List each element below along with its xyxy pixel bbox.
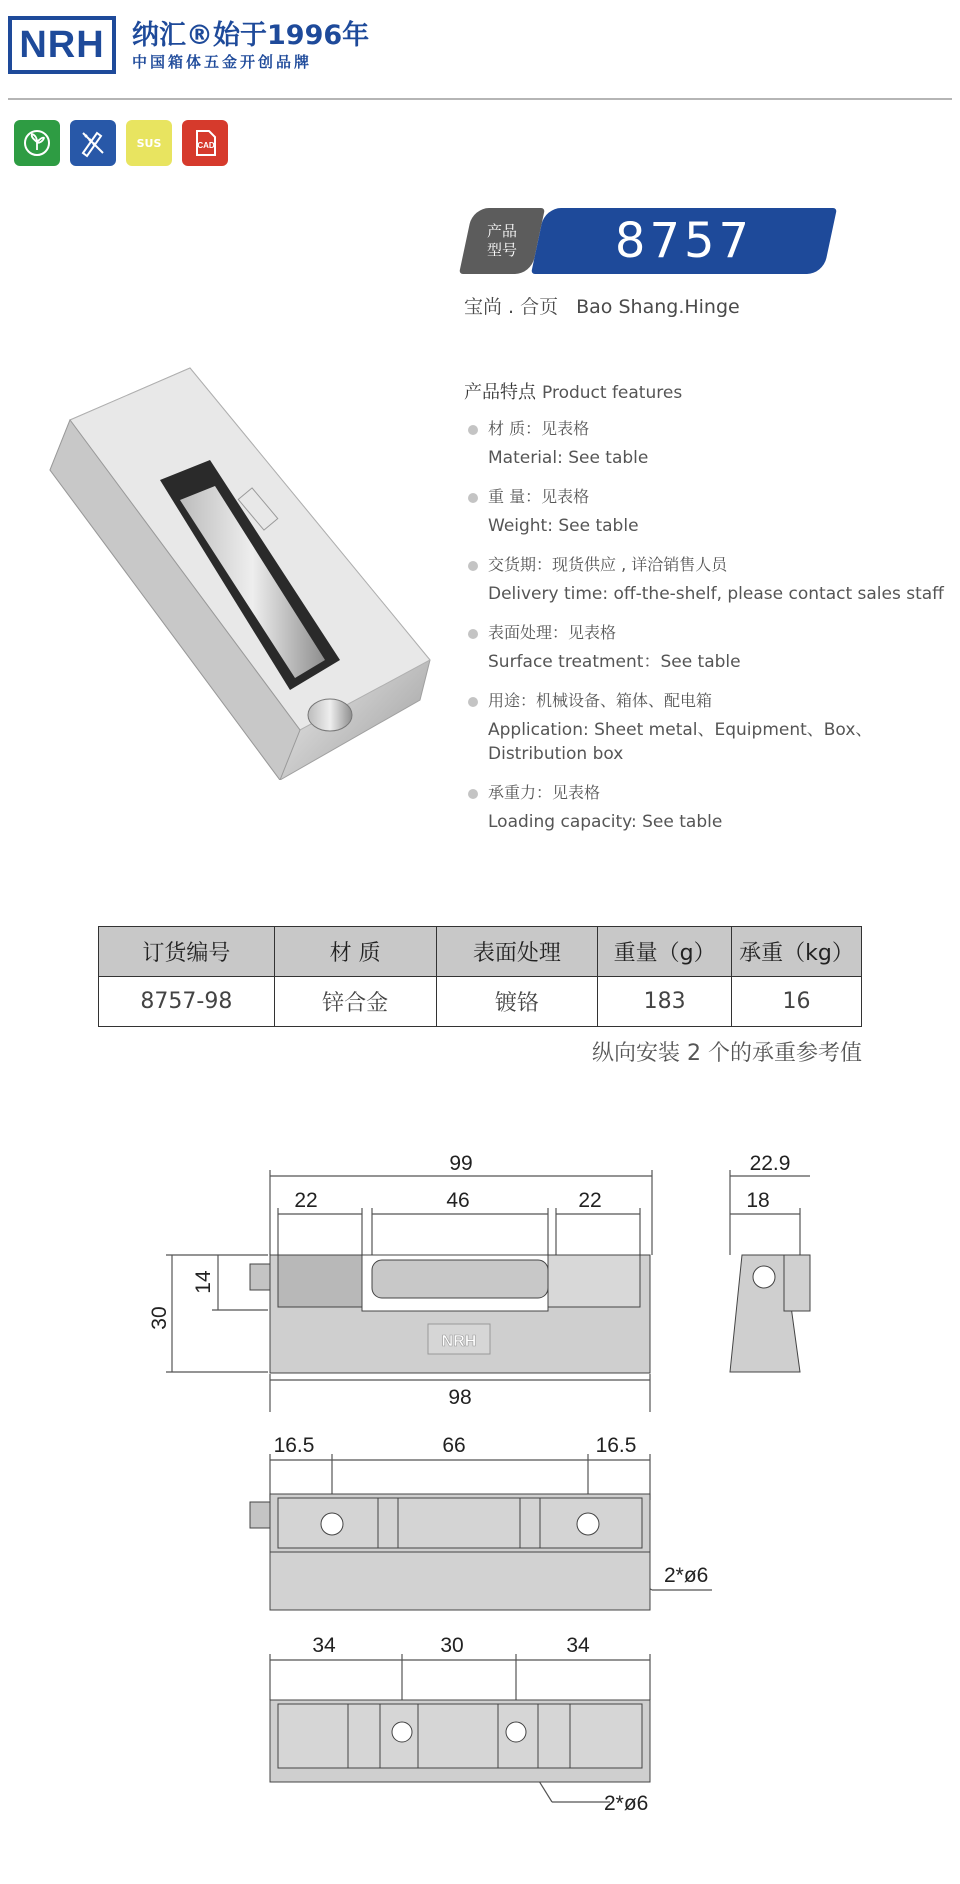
cell-weight: 183 <box>598 977 732 1027</box>
table-note: 纵向安装 2 个的承重参考值 <box>592 1041 862 1066</box>
th-load: 承重（kg） <box>732 927 862 977</box>
model-number: 8757 <box>614 213 754 269</box>
bullet-dot-icon <box>468 629 478 639</box>
bullet-dot-icon <box>468 425 478 435</box>
product-features <box>464 378 954 848</box>
table-header-row <box>99 927 862 977</box>
dim-front-middle: 46 <box>446 1189 470 1212</box>
table-row <box>99 977 862 1027</box>
dim-top-middle: 66 <box>442 1434 466 1457</box>
cell-order-no: 8757-98 <box>99 977 275 1027</box>
certification-badges <box>14 120 228 166</box>
bullet-dot-icon <box>468 789 478 799</box>
th-surface: 表面处理 <box>436 927 598 977</box>
dim-front-base: 98 <box>448 1386 472 1409</box>
cad-file-icon <box>182 120 228 166</box>
th-weight: 重量（g） <box>598 927 732 977</box>
dim-bottom-left: 34 <box>312 1634 336 1657</box>
product-name-zh: 宝尚 . 合页 <box>464 296 559 318</box>
cad-badge-label: CAD <box>197 141 215 150</box>
product-name-en: Bao Shang.Hinge <box>576 296 740 318</box>
th-material: 材 质 <box>274 927 436 977</box>
spec-table <box>98 926 862 1027</box>
dim-top-right: 16.5 <box>595 1434 637 1457</box>
design-tools-icon <box>70 120 116 166</box>
dim-front-height: 30 <box>148 1306 171 1330</box>
brand-block <box>132 20 369 72</box>
cell-material: 锌合金 <box>274 977 436 1027</box>
brand-slogan: 纳汇®始于1996年 <box>132 20 370 51</box>
dim-bottom-right: 34 <box>566 1634 590 1657</box>
eco-leaf-icon <box>14 120 60 166</box>
pin-end-shape <box>250 1264 272 1290</box>
brand-logo: NRH <box>8 16 116 74</box>
bullet-dot-icon <box>468 561 478 571</box>
feature-material: 材 质：见表格 Material: See table <box>464 416 954 470</box>
bullet-dot-icon <box>468 493 478 503</box>
brand-subtitle: 中国箱体五金开创品牌 <box>132 53 313 71</box>
product-name <box>464 292 740 319</box>
dim-front-overall: 99 <box>449 1152 473 1175</box>
dim-top-holes: 2*ø6 <box>664 1564 709 1587</box>
model-tag-label: 产品 型号 <box>486 222 517 259</box>
feature-surface: 表面处理：见表格 Surface treatment：See table <box>464 620 954 674</box>
dim-side-inner: 18 <box>746 1189 770 1212</box>
dim-bottom-holes: 2*ø6 <box>604 1792 649 1815</box>
technical-drawings <box>0 1130 960 1830</box>
dim-side-overall: 22.9 <box>749 1152 791 1175</box>
dim-front-right: 22 <box>578 1189 602 1212</box>
feature-application: 用途：机械设备、箱体、配电箱 Application: Sheet metal、Equipment、Box、Distribution box <box>464 688 954 766</box>
feature-delivery: 交货期：现货供应 , 详洽销售人员 Delivery time: off-the-shelf, please contact sales staff <box>464 552 954 606</box>
cell-surface: 镀铬 <box>436 977 598 1027</box>
dim-top-left: 16.5 <box>273 1434 315 1457</box>
nrh-stamp-label: NRH <box>441 1333 477 1350</box>
header-divider <box>8 98 952 100</box>
dim-front-left: 22 <box>294 1189 318 1212</box>
feature-weight: 重 量：见表格 Weight: See table <box>464 484 954 538</box>
feature-loading: 承重力：见表格 Loading capacity: See table <box>464 780 954 834</box>
cell-load: 16 <box>732 977 862 1027</box>
bullet-dot-icon <box>468 697 478 707</box>
sus-badge: SUS <box>126 120 172 166</box>
hinge-product-image <box>40 360 440 780</box>
th-order-no: 订货编号 <box>99 927 275 977</box>
dim-bottom-middle: 30 <box>440 1634 464 1657</box>
features-title: 产品特点 Product features <box>464 382 683 403</box>
dim-front-pin: 14 <box>192 1270 215 1294</box>
